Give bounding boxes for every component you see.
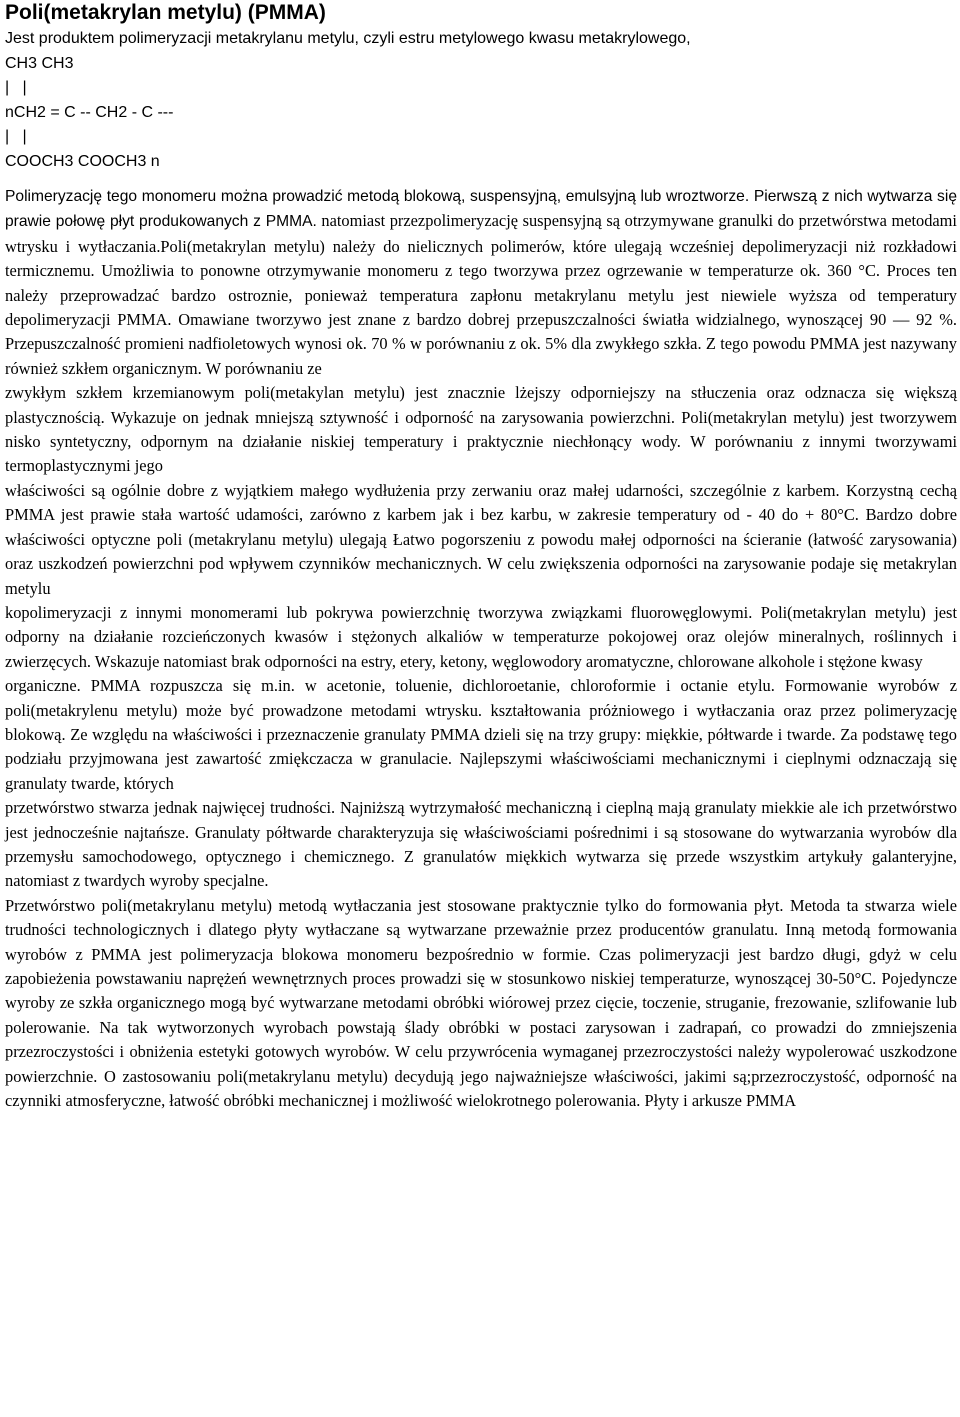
spacer [5,174,957,184]
paragraph-properties: właściwości są ogólnie dobre z wyjątkiem małego wydłużenia przy zerwaniu oraz małej udarności, szczególnie z karbem. Korzystną cechą PMMA jest prawie stała wartość udamości, zarówno z karbem jak i bez karbu, w zakresie temperatury od - 40 do + 80°C. Bardzo dobre właściwości optyczne poli (metakrylanu metylu) ulegają Łatwo pogorszeniu z powodu małej odporności na ścieranie (łatwość zarysowania) oraz uszkodzeń powierzchni pod wpływem czynników mechanicznych. W celu zwiększenia odporności na zarysowanie podaje się metakrylan metylu [5,480,957,598]
paragraph-polymerization [5,184,957,381]
paragraph-granulates: przetwórstwo stwarza jednak najwięcej trudności. Najniższą wytrzymałość mechaniczną i cieplną mają granulaty miekkie ale ich przetwórstwo jest jednocześnie najtańsze. Granulaty półtwarde charakteryzuja się właściwościami pośrednimi i są stosowane do wytwarzania wyrobów dla przemysłu samochodowego, optycznego i chemicznego. Z granulatów miękkich wytwarza się przede wszystkim artykuły galanteryjne, natomiast z twardych wyroby specjalne. [5,798,957,891]
paragraph-resistance: kopolimeryzacji z innymi monomerami lub pokrywa powierzchnię tworzywa związkami fluorowęglowymi. Poli(metakrylan metylu) jest odporny na działanie rozcieńczonych kwasów i stężonych alkaliów w temperaturze pokojowej oraz olejów mineralnych, roślinnych i zwierzęcych. Wskazuje natomiast brak odporności na estry, etery, ketony, węglowodory aromatyczne, chlorowane alkohole i stężone kwasy [5,602,957,671]
document-title: Poli(metakrylan metylu) (PMMA) [5,1,326,24]
formula-line-5: COOCH3 COOCH3 n [5,152,160,170]
intro-text: Jest produktem polimeryzacji metakrylanu metylu, czyli estru metylowego kwasu metakrylowego, [5,30,691,47]
paragraph-glass-comparison: zwykłym szkłem krzemianowym poli(metakylan metylu) jest znacznie lżejszy odporniejszy na stłuczenia oraz odznacza się większą plastycznością. Wykazuje on jednak mniejszą sztywność i odporność na zarysowania powierzchni. Poli(metakrylan metylu) jest tworzywem nisko syntetyczny, odpornym na działanie niskiej temperatury i praktycznie niechłonący wody. W porównaniu z innymi tworzywami termoplastycznymi jego [5,383,957,476]
paragraph-processing: Przetwórstwo poli(metakrylanu metylu) metodą wytłaczania jest stosowane praktycznie tylko do formowania płyt. Metoda ta stwarza wiele trudności technologicznych i dlatego płyty wytłaczane są wytwarzane przeważnie przez producentów granulatu. Inną metodą formowania wyrobów z PMMA jest polimeryzacja blokowa monomeru bezpośrednio w formie. Czas polimeryzacji jest bardzo długi, gdyż w celu zapobieżenia powstawaniu naprężeń wewnętrznych proces prowadzi się w stosunkowo niskiej temperaturze, wynoszącej 30-50°C. Pojedyncze wyroby ze szkła organicznego mogą być wytwarzane metodami obróbki wiórowej przez cięcie, toczenie, struganie, frezowanie, szlifowanie lub polerowanie. Na tak wytworzonych wyrobach powstają ślady obróbki w postaci zarysowan i zadrapań, co prowadzi do zmniejszenia przezroczystości i obniżenia estetyki gotowych wyrobów. W celu przywrócenia wymaganej przezroczystości należy wypolerować uszkodzone powierzchnie. O zastosowaniu poli(metakrylanu metylu) decydują jego najważniejsze właściwości, jakimi są;przezroczystość, odporność na czynniki atmosferyczne, łatwość obróbki mechanicznej i możliwość wielokrotnego polerowania. Płyty i arkusze PMMA [5,895,957,1111]
formula-line-3: nCH2 = C -- CH2 - C --- [5,103,174,121]
formula-line-1: CH3 CH3 [5,54,74,72]
chemical-formula [5,52,957,175]
formula-line-2: | | [5,79,27,96]
formula-line-4: | | [5,128,27,145]
paragraph-polymerization-serif: natomiast przezpolimeryzację suspensyjną są otrzymywane granulki do przetwórstwa metodami wtrysku i wytłaczania.Poli(metakrylan metylu) należy do nielicznych polimerów, które ulegają wcześniej depolimeryzacji niż rozkładowi termicznemu. Umożliwia to ponowne otrzymywanie monomeru z tego tworzywa przez ogrzewanie w temperaturze ok. 360 °C. Proces ten należy przeprowadzać bardzo ostroznie, ponieważ temperatura zapłonu metakrylanu metylu jest niewiele wyższa od temperatury depolimeryzacji PMMA. Omawiane tworzywo jest znane z bardzo dobrej przepuszczalności światła widzialnego, wynoszącej 90 — 92 %. Przepuszczalność promieni nadfioletowych wynosi ok. 70 % w porównaniu z ok. 5% dla zwykłego szkła. Z tego powodu PMMA jest nazywany również szkłem organicznym. W porównaniu ze [5,211,957,378]
paragraph-polymerization-sans: Polimeryzację tego monomeru można prowadzić metodą blokową, suspensyjną, emulsyjną lub wroztworze. Pierwszą z nich wytwarza się prawie połowę płyt produkowanych z PMMA. [5,188,957,231]
paragraph-forming: organiczne. PMMA rozpuszcza się m.in. w acetonie, toluenie, dichloroetanie, chloroformie i octanie etylu. Formowanie wyrobów z poli(metakrylenu metylu) może być prowadzone metodami wtrysku. kształtowania próżniowego i wytłaczania oraz przez polimeryzację blokową. Ze względu na właściwości i przeznaczenie granulaty PMMA dzieli się na trzy grupy: miękkie, półtwarde i twarde. Za podstawę tego podziału przyjmowana jest zawartość zmiękczacza w granulacie. Najlepszymi właściwościami mechanicznymi i cieplnymi odznaczają się granulaty twarde, których [5,676,957,793]
